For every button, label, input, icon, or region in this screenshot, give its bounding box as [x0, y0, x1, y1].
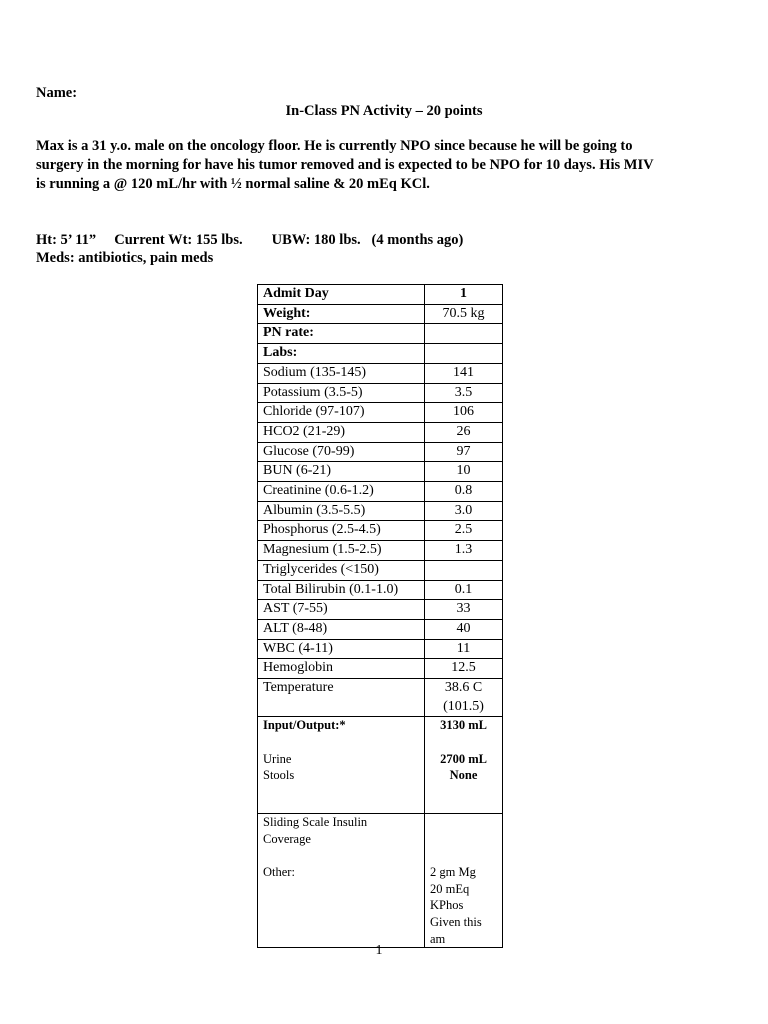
lab-value: 40 — [425, 619, 503, 639]
weight-value: 70.5 kg — [425, 304, 503, 324]
other-label: Other: — [263, 865, 295, 880]
lab-label: WBC (4-11) — [258, 639, 425, 659]
table-row — [258, 580, 503, 600]
lab-label: Magnesium (1.5-2.5) — [258, 541, 425, 561]
lab-label: ALT (8-48) — [258, 619, 425, 639]
lab-label: Total Bilirubin (0.1-1.0) — [258, 580, 425, 600]
table-row — [258, 422, 503, 442]
lab-value — [425, 560, 503, 580]
table-row — [258, 560, 503, 580]
case-intro — [36, 137, 736, 194]
table-row — [258, 717, 503, 814]
admit-day-label: Admit Day — [258, 285, 425, 305]
table-row — [258, 363, 503, 383]
io-value: 3130 mL — [440, 718, 487, 733]
table-row — [258, 344, 503, 364]
table-row — [258, 814, 503, 948]
other-value-line: KPhos — [430, 898, 464, 913]
table-row — [258, 462, 503, 482]
lab-label: Triglycerides (<150) — [258, 560, 425, 580]
temperature-celsius: 38.6 C — [444, 680, 483, 696]
intro-line: surgery in the morning for have his tumor removed and is expected to be NPO for 10 days. His MIV — [36, 157, 654, 173]
table-row — [258, 383, 503, 403]
lab-label: HCO2 (21-29) — [258, 422, 425, 442]
lab-value: 2.5 — [425, 521, 503, 541]
labs-table — [257, 284, 503, 948]
lab-value: 10 — [425, 462, 503, 482]
other-value-line: Given this — [430, 915, 482, 930]
labs-header-value — [425, 344, 503, 364]
table-row — [258, 521, 503, 541]
io-label: Input/Output:* — [263, 718, 346, 733]
lab-value: 3.0 — [425, 501, 503, 521]
lab-label: Albumin (3.5-5.5) — [258, 501, 425, 521]
lab-label: BUN (6-21) — [258, 462, 425, 482]
table-row — [258, 324, 503, 344]
io-value-cell — [425, 717, 503, 814]
lab-label: Sodium (135-145) — [258, 363, 425, 383]
table-row — [258, 403, 503, 423]
lab-value: 1.3 — [425, 541, 503, 561]
lab-label: Phosphorus (2.5-4.5) — [258, 521, 425, 541]
lab-value: 141 — [425, 363, 503, 383]
table-row — [258, 639, 503, 659]
lab-label: Creatinine (0.6-1.2) — [258, 482, 425, 502]
urine-label: Urine — [263, 751, 292, 766]
temperature-label: Temperature — [258, 679, 425, 717]
table-row — [258, 679, 503, 717]
ssi-label-cell — [258, 814, 425, 948]
lab-label: Potassium (3.5-5) — [258, 383, 425, 403]
temperature-value — [425, 679, 503, 717]
lab-value: 3.5 — [425, 383, 503, 403]
ssi-label: Sliding Scale Insulin — [263, 815, 368, 830]
admit-day-value: 1 — [425, 285, 503, 305]
temperature-fahrenheit: (101.5) — [443, 698, 484, 714]
ssi-label: Coverage — [263, 832, 311, 847]
name-label: Name: — [36, 85, 78, 101]
lab-value: 97 — [425, 442, 503, 462]
page-title: In-Class PN Activity – 20 points — [285, 103, 483, 119]
lab-value: 0.1 — [425, 580, 503, 600]
height-weight-line: Ht: 5’ 11” Current Wt: 155 lbs. UBW: 180 lbs. (4 months ago) — [36, 232, 464, 248]
lab-value: 12.5 — [425, 659, 503, 679]
table-row — [258, 304, 503, 324]
table-row — [258, 619, 503, 639]
table-row — [258, 285, 503, 305]
lab-label: Hemoglobin — [258, 659, 425, 679]
table-row — [258, 600, 503, 620]
table-row — [258, 659, 503, 679]
other-value-line: am — [430, 931, 446, 946]
page-number: 1 — [375, 943, 383, 958]
table-row — [258, 541, 503, 561]
lab-value: 0.8 — [425, 482, 503, 502]
weight-label: Weight: — [258, 304, 425, 324]
intro-line: Max is a 31 y.o. male on the oncology floor. He is currently NPO since because he will be going to — [36, 138, 633, 154]
lab-label: Chloride (97-107) — [258, 403, 425, 423]
io-label-cell — [258, 717, 425, 814]
lab-value: 26 — [425, 422, 503, 442]
pn-rate-value — [425, 324, 503, 344]
lab-value: 33 — [425, 600, 503, 620]
ssi-value-cell — [425, 814, 503, 948]
labs-header-label: Labs: — [258, 344, 425, 364]
table-row — [258, 482, 503, 502]
lab-value: 11 — [425, 639, 503, 659]
lab-label: AST (7-55) — [258, 600, 425, 620]
intro-line: is running a @ 120 mL/hr with ½ normal saline & 20 mEq KCl. — [36, 176, 430, 192]
stools-label: Stools — [263, 768, 295, 783]
other-value-line: 20 mEq — [430, 881, 470, 896]
stools-value: None — [449, 768, 478, 783]
lab-value: 106 — [425, 403, 503, 423]
table-row — [258, 501, 503, 521]
meds-line: Meds: antibiotics, pain meds — [36, 250, 214, 266]
urine-value: 2700 mL — [440, 751, 487, 766]
pn-rate-label: PN rate: — [258, 324, 425, 344]
table-row — [258, 442, 503, 462]
patient-stats — [36, 231, 463, 267]
other-value-line: 2 gm Mg — [430, 865, 476, 880]
lab-label: Glucose (70-99) — [258, 442, 425, 462]
